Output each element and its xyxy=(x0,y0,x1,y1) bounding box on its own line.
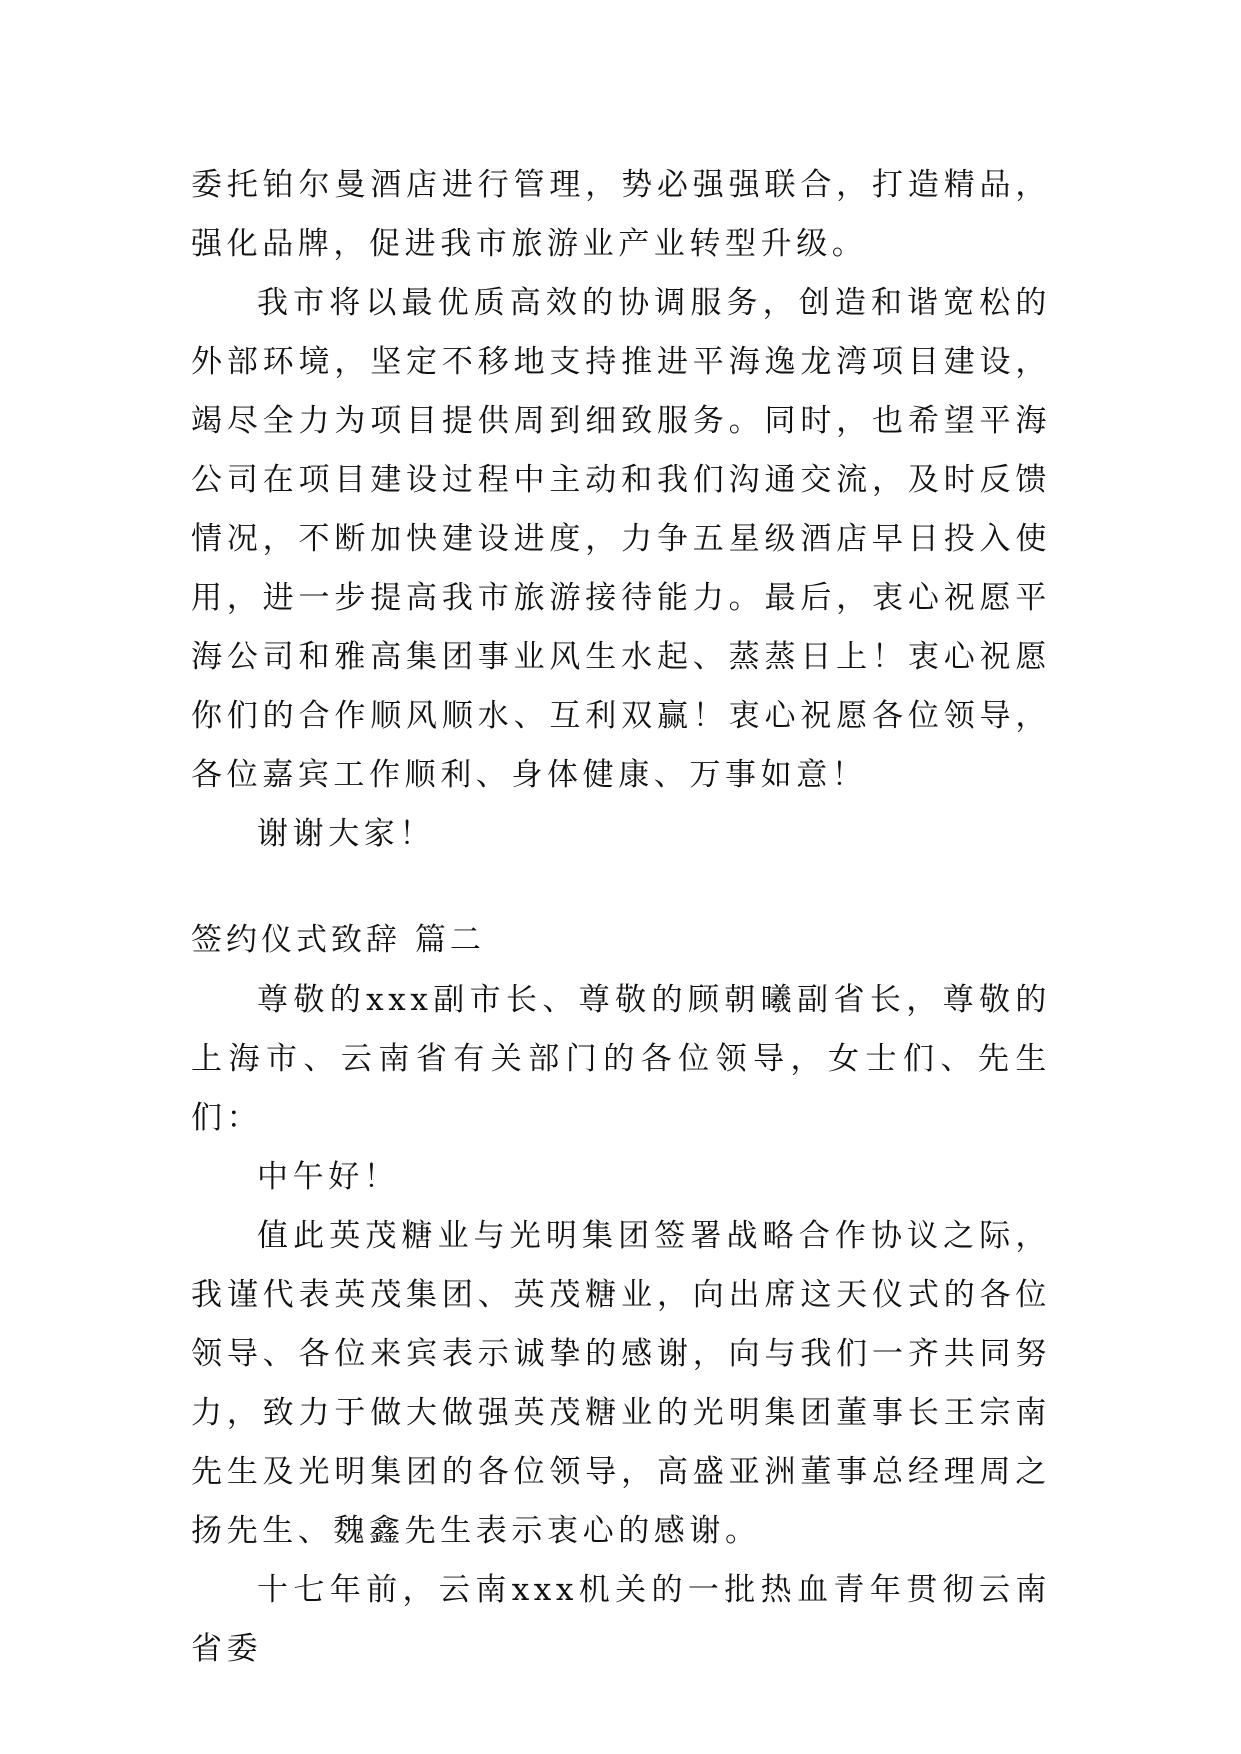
paragraph-greeting: 中午好！ xyxy=(257,1159,400,1195)
section-heading: 签约仪式致辞 篇二 xyxy=(191,922,485,958)
paragraph-thanks: 谢谢大家！ xyxy=(257,816,435,852)
document-body-part2 xyxy=(191,971,1051,1679)
paragraph-history: 十七年前，云南xxx机关的一批热血青年贯彻云南省委 xyxy=(191,1572,1051,1667)
document-body-part1 xyxy=(191,156,1051,864)
paragraph-service-commitment: 我市将以最优质高效的协调服务，创造和谐宽松的外部环境，坚定不移地支持推进平海逸龙湾项目建设，竭尽全力为项目提供周到细致服务。同时，也希望平海公司在项目建设过程中主动和我们沟通交流，及时反馈情况，不断加快建设进度，力争五星级酒店早日投入使用，进一步提高我市旅游接待能力。最后，衷心祝愿平海公司和雅高集团事业风生水起、蒸蒸日上！衷心祝愿你们的合作顺风顺水、互利双赢！衷心祝愿各位领导，各位嘉宾工作顺利、身体健康、万事如意！ xyxy=(191,285,1051,793)
paragraph-salutation: 尊敬的xxx副市长、尊敬的顾朝曦副省长，尊敬的上海市、云南省有关部门的各位领导，女士们、先生们： xyxy=(191,982,1051,1136)
paragraph-continuation: 委托铂尔曼酒店进行管理，势必强强联合，打造精品，强化品牌，促进我市旅游业产业转型升级。 xyxy=(191,167,1051,262)
paragraph-gratitude: 值此英茂糖业与光明集团签署战略合作协议之际，我谨代表英茂集团、英茂糖业，向出席这天仪式的各位领导、各位来宾表示诚挚的感谢，向与我们一齐共同努力，致力于做大做强英茂糖业的光明集团董事长王宗南先生及光明集团的各位领导，高盛亚洲董事总经理周之扬先生、魏鑫先生表示衷心的感谢。 xyxy=(191,1218,1051,1549)
